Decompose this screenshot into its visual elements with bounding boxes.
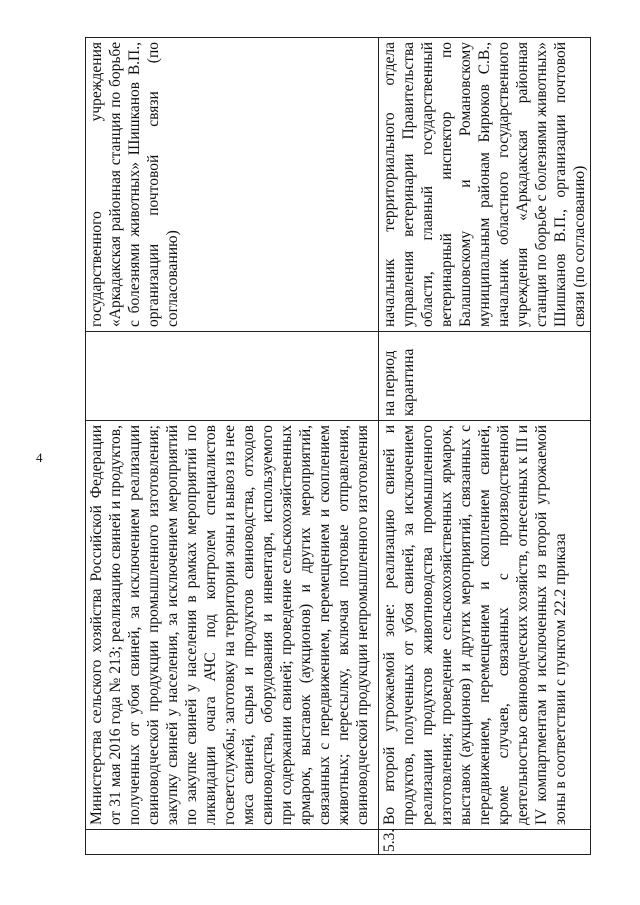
- measure-text: Во второй угрожаемой зоне: реализацию свиней и продуктов, полученных от убоя свиней, за исключением реализации продуктов животноводства промышленного изготовления; проведение сельскохозяйственных ярмарок, выставок (аукционов) и других мероприятий, связанных с передвижением, перемещением и скоплением свиней, кроме случаев, связанных с производственной деятельностью свиноводческих хозяйств, отнесенных к III и IV компартментам и исключенных из второй угрожаемой зоны в соответствии с пунктом 22.2 приказа: [379, 421, 591, 830]
- row-number: 5.3.: [379, 830, 591, 855]
- period-text: [86, 332, 379, 421]
- responsible-text: государственного учреждения «Аркадакская районная станция по борьбе с болезнями животных» Шишканов В.П., организации почтовой связи (по согласованию): [86, 38, 379, 332]
- period-text: на период карантина: [379, 332, 591, 421]
- measures-table: [85, 37, 591, 855]
- row-number: [86, 830, 379, 855]
- table-row: [86, 38, 379, 855]
- table-row: [379, 38, 591, 855]
- page-number: 4: [36, 450, 43, 465]
- responsible-text: начальник территориального отдела управления ветеринарии Правительства области, главный государственный ветеринарный инспектор по Балашовскому и Романовскому муниципальным районам Бирюков С.В., начальник областного государственного учреждения «Аркадакская районная станция по борьбе с болезнями животных» Шишканов В.П., организации почтовой связи (по согласованию): [379, 38, 591, 332]
- measure-text: Министерства сельского хозяйства Российской Федерации от 31 мая 2016 года № 213; реализацию свиней и продуктов, полученных от убоя свиней, за исключением реализации свиноводческой продукции промышленного изготовления; закупку свиней у населения, за исключением мероприятий по закупке свиней у населения в рамках мероприятий по ликвидации очага АЧС под контролем специалистов госветслужбы; заготовку на территории зоны и вывоз из нее мяса свиней, сырья и продуктов свиноводства, отходов свиноводства, оборудования и инвентаря, используемого при содержании свиней; проведение сельскохозяйственных ярмарок, выставок (аукционов) и других мероприятий, связанных с передвижением, перемещением и скоплением животных; пересылку, включая почтовые отправления, свиноводческой продукции непромышленного изготовления: [86, 421, 379, 830]
